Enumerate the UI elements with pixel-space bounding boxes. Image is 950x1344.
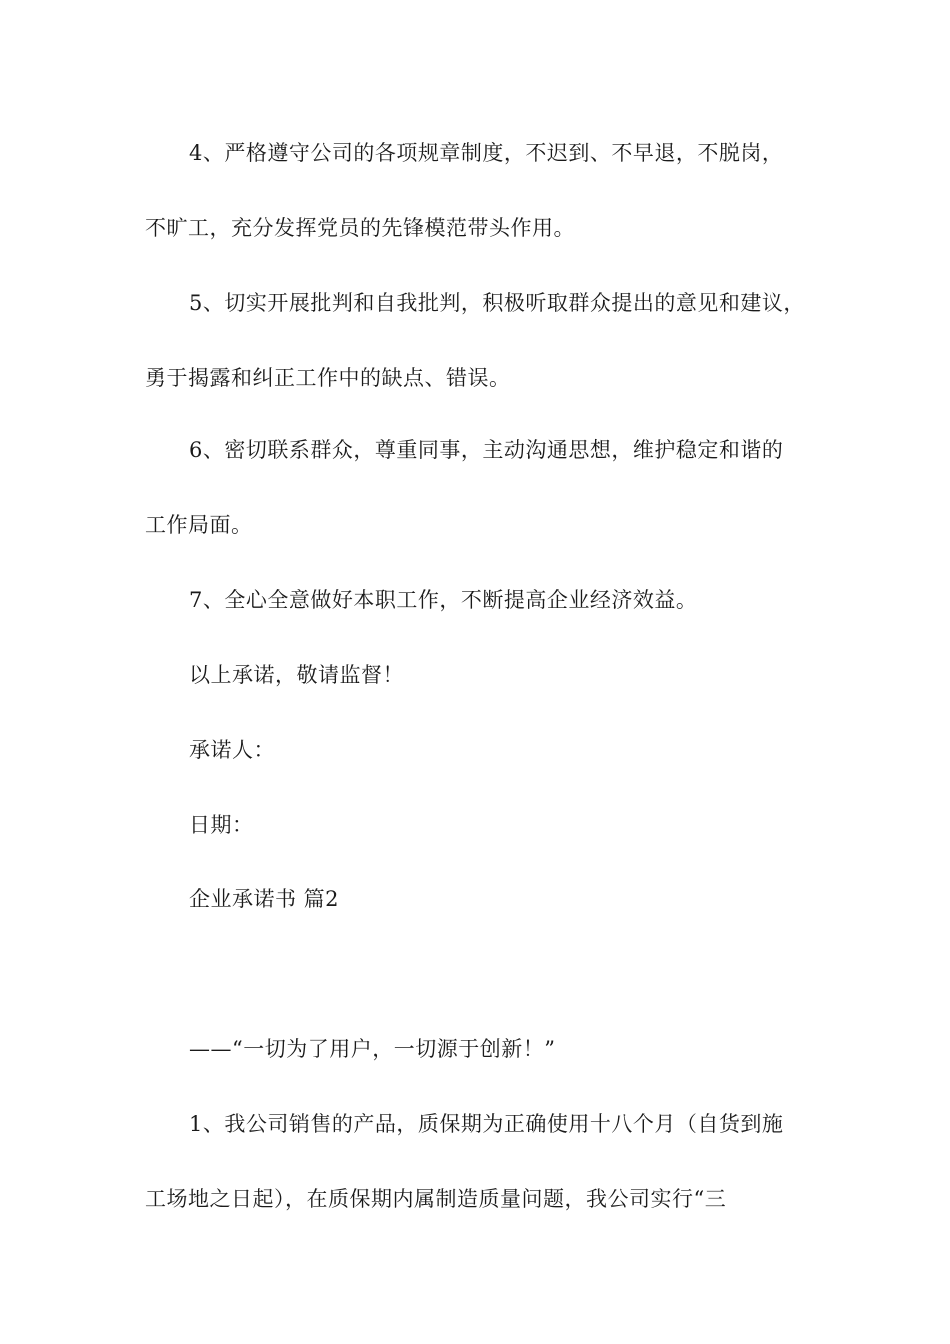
- paragraph-4-line-2: 不旷工，充分发挥党员的先锋模范带头作用。: [145, 216, 575, 240]
- paragraph-6-line-2: 工作局面。: [145, 513, 253, 537]
- signatory-label: 承诺人：: [189, 738, 275, 762]
- paragraph-4-line-1: 4、严格遵守公司的各项规章制度，不迟到、不早退，不脱岗，: [189, 141, 784, 165]
- paragraph-5-line-2: 勇于揭露和纠正工作中的缺点、错误。: [145, 366, 511, 390]
- item-1-line-1: 1、我公司销售的产品，质保期为正确使用十八个月（自货到施: [189, 1112, 784, 1136]
- date-label: 日期：: [189, 813, 254, 837]
- section-heading: 企业承诺书 篇2: [189, 887, 340, 911]
- paragraph-5-line-1: 5、切实开展批判和自我批判，积极听取群众提出的意见和建议，: [189, 291, 805, 315]
- paragraph-7: 7、全心全意做好本职工作，不断提高企业经济效益。: [189, 588, 698, 612]
- slogan: ——“一切为了用户，一切源于创新！”: [189, 1037, 556, 1061]
- item-1-line-2: 工场地之日起），在质保期内属制造质量问题，我公司实行“三: [145, 1187, 727, 1211]
- closing-statement: 以上承诺，敬请监督！: [189, 663, 404, 687]
- paragraph-6-line-1: 6、密切联系群众，尊重同事，主动沟通思想，维护稳定和谐的: [189, 438, 784, 462]
